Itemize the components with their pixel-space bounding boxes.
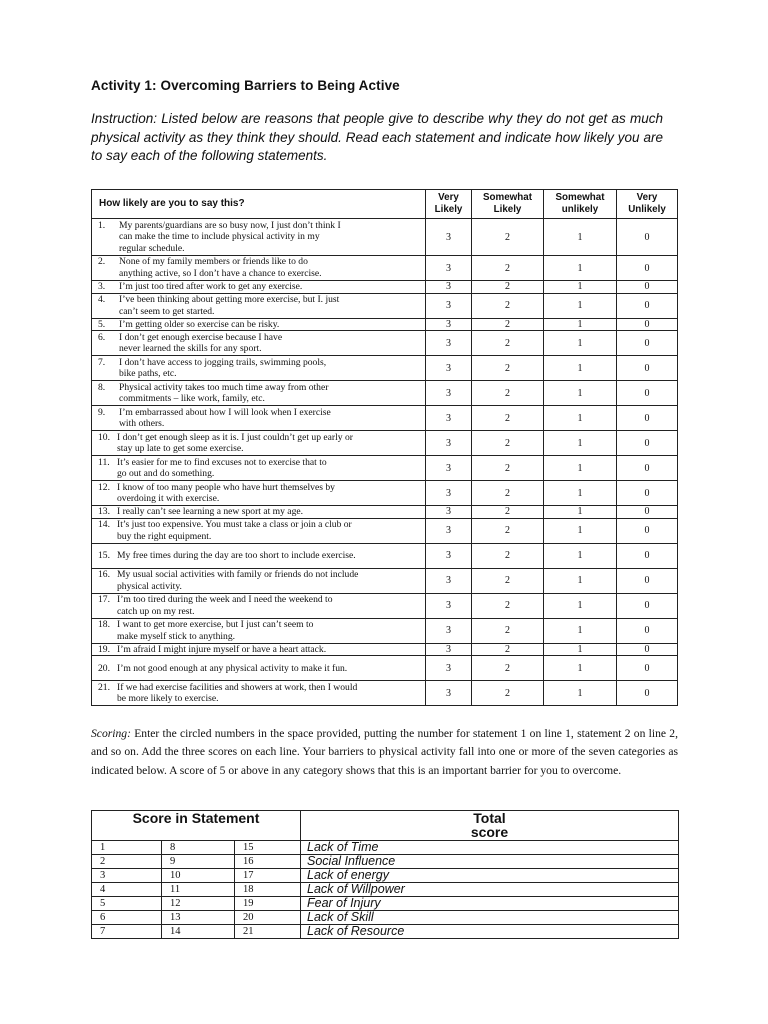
rating-very-likely[interactable]: 3: [426, 293, 472, 318]
rating-very-likely[interactable]: 3: [426, 618, 472, 643]
statement-text: I don’t get enough exercise because I have never learned the skills for any sport.: [119, 331, 283, 355]
statement-line-number[interactable]: 18: [235, 883, 301, 897]
rating-very-unlikely[interactable]: 0: [617, 618, 678, 643]
statement-line-number[interactable]: 8: [162, 841, 235, 855]
statements-header-row: [92, 190, 678, 219]
rating-very-likely[interactable]: 3: [426, 543, 472, 568]
rating-somewhat-unlikely[interactable]: 1: [544, 356, 617, 381]
rating-somewhat-unlikely[interactable]: 1: [544, 431, 617, 456]
rating-very-unlikely[interactable]: 0: [617, 568, 678, 593]
statement-line-number[interactable]: 3: [92, 869, 162, 883]
rating-somewhat-unlikely[interactable]: 1: [544, 406, 617, 431]
statement-row: [92, 568, 678, 593]
rating-somewhat-likely[interactable]: 2: [472, 281, 544, 294]
rating-somewhat-likely[interactable]: 2: [472, 506, 544, 519]
statements-table: [91, 189, 678, 706]
statement-cell: [92, 481, 426, 506]
scoring-lead: Scoring:: [91, 727, 131, 740]
page-title: Activity 1: Overcoming Barriers to Being Active: [91, 78, 400, 93]
rating-somewhat-unlikely[interactable]: 1: [544, 506, 617, 519]
statement-row: [92, 318, 678, 331]
rating-somewhat-unlikely[interactable]: 1: [544, 518, 617, 543]
statement-row: [92, 381, 678, 406]
rating-very-likely[interactable]: 3: [426, 381, 472, 406]
statement-text: My parents/guardians are so busy now, I just don’t think I can make the time to include physical activity in my regular schedule.: [119, 219, 341, 254]
statement-number: 10.: [98, 431, 110, 443]
statement-row: [92, 681, 678, 706]
score-in-statement-header: Score in Statement: [92, 811, 301, 841]
statement-cell: [92, 518, 426, 543]
score-row: [92, 855, 679, 869]
statement-number: 2.: [98, 256, 106, 268]
statement-number: 14.: [98, 519, 110, 531]
rating-very-unlikely[interactable]: 0: [617, 543, 678, 568]
rating-somewhat-unlikely[interactable]: 1: [544, 656, 617, 681]
instruction-text: Instruction: Listed below are reasons that people give to describe why they do not get as much physical activity as they think they should. Read each statement and indicate how likely you are to say each of the following statements.: [91, 111, 663, 163]
statement-number: 15.: [98, 549, 110, 561]
rating-very-likely[interactable]: 3: [426, 219, 472, 256]
statement-number: 20.: [98, 662, 110, 674]
statement-row: [92, 618, 678, 643]
statement-row: [92, 518, 678, 543]
rating-very-likely[interactable]: 3: [426, 506, 472, 519]
barrier-category: Lack of Resource: [301, 925, 679, 939]
rating-very-unlikely[interactable]: 0: [617, 256, 678, 281]
rating-very-unlikely[interactable]: 0: [617, 656, 678, 681]
statement-cell: [92, 456, 426, 481]
rating-very-unlikely[interactable]: 0: [617, 481, 678, 506]
rating-somewhat-likely[interactable]: 2: [472, 219, 544, 256]
barrier-category: Lack of Time: [301, 841, 679, 855]
statement-text: I really can’t see learning a new sport at my age.: [117, 506, 304, 518]
statement-cell: [92, 656, 426, 681]
rating-somewhat-unlikely[interactable]: 1: [544, 381, 617, 406]
rating-somewhat-likely[interactable]: 2: [472, 256, 544, 281]
barrier-category: Fear of Injury: [301, 897, 679, 911]
statement-line-number[interactable]: 4: [92, 883, 162, 897]
statement-cell: [92, 318, 426, 331]
rating-somewhat-likely[interactable]: 2: [472, 618, 544, 643]
rating-somewhat-unlikely[interactable]: 1: [544, 293, 617, 318]
col-header-very-unlikely: [617, 190, 678, 219]
rating-very-unlikely[interactable]: 0: [617, 431, 678, 456]
statement-cell: [92, 381, 426, 406]
rating-somewhat-unlikely[interactable]: 1: [544, 593, 617, 618]
statement-row: [92, 406, 678, 431]
rating-somewhat-unlikely[interactable]: 1: [544, 281, 617, 294]
statement-text: I’m afraid I might injure myself or have a heart attack.: [117, 643, 327, 655]
col-header-label: Somewhat unlikely: [555, 192, 605, 215]
col-header-somewhat-likely: [472, 190, 544, 219]
barrier-category: Lack of Willpower: [301, 883, 679, 897]
statement-cell: [92, 256, 426, 281]
statement-text: I’ve been thinking about getting more exercise, but I. just can’t seem to get started.: [119, 294, 340, 317]
statement-text: My usual social activities with family or friends do not include physical activity.: [117, 569, 359, 592]
statement-number: 17.: [98, 594, 110, 606]
rating-somewhat-likely[interactable]: 2: [472, 568, 544, 593]
statement-cell: [92, 618, 426, 643]
rating-somewhat-likely[interactable]: 2: [472, 456, 544, 481]
rating-very-unlikely[interactable]: 0: [617, 318, 678, 331]
statement-cell: [92, 643, 426, 656]
rating-somewhat-unlikely[interactable]: 1: [544, 456, 617, 481]
rating-somewhat-unlikely[interactable]: 1: [544, 681, 617, 706]
total-score-header: [301, 811, 679, 841]
col-header-somewhat-unlikely: [544, 190, 617, 219]
statement-row: [92, 543, 678, 568]
statement-text: It’s easier for me to find excuses not to exercise that to go out and do something.: [117, 456, 327, 480]
rating-somewhat-likely[interactable]: 2: [472, 656, 544, 681]
rating-somewhat-likely[interactable]: 2: [472, 431, 544, 456]
statement-number: 16.: [98, 569, 110, 581]
statement-row: [92, 219, 678, 256]
score-row: [92, 925, 679, 939]
statement-line-number[interactable]: 15: [235, 841, 301, 855]
score-row: [92, 883, 679, 897]
statement-text: I’m just too tired after work to get any exercise.: [119, 281, 303, 292]
statement-line-number[interactable]: 19: [235, 897, 301, 911]
rating-somewhat-unlikely[interactable]: 1: [544, 618, 617, 643]
statement-row: [92, 356, 678, 381]
statement-line-number[interactable]: 16: [235, 855, 301, 869]
statement-line-number[interactable]: 12: [162, 897, 235, 911]
statement-row: [92, 331, 678, 356]
statement-cell: [92, 506, 426, 519]
rating-very-likely[interactable]: 3: [426, 643, 472, 656]
statement-text: I know of too many people who have hurt themselves by overdoing it with exercise.: [117, 481, 335, 505]
rating-very-unlikely[interactable]: 0: [617, 681, 678, 706]
rating-very-likely[interactable]: 3: [426, 656, 472, 681]
rating-somewhat-likely[interactable]: 2: [472, 406, 544, 431]
barrier-category: Lack of energy: [301, 869, 679, 883]
statement-text: I’m not good enough at any physical activity to make it fun.: [117, 662, 348, 674]
statement-row: [92, 293, 678, 318]
statement-line-number[interactable]: 5: [92, 897, 162, 911]
scoring-text: Enter the circled numbers in the space provided, putting the number for statement 1 on line 1, statement 2 on line 2, and so on. Add the three scores on each line. Your barriers to physical activity fall into one or more of the seven categories as indicated below. A score of 5 or above in any category shows that this is an important barrier for you to overcome.: [91, 727, 678, 777]
statement-number: 8.: [98, 381, 106, 393]
statement-number: 3.: [98, 281, 106, 292]
score-row: [92, 897, 679, 911]
col-header-label: Very Likely: [434, 192, 463, 215]
rating-very-unlikely[interactable]: 0: [617, 281, 678, 294]
rating-very-likely[interactable]: 3: [426, 281, 472, 294]
statement-line-number[interactable]: 17: [235, 869, 301, 883]
statement-text: I want to get more exercise, but I just can’t seem to make myself stick to anything.: [117, 619, 314, 642]
statement-number: 1.: [98, 219, 106, 231]
barrier-category: Social Influence: [301, 855, 679, 869]
statement-line-number[interactable]: 7: [92, 925, 162, 939]
rating-very-unlikely[interactable]: 0: [617, 293, 678, 318]
rating-very-unlikely[interactable]: 0: [617, 356, 678, 381]
rating-somewhat-likely[interactable]: 2: [472, 318, 544, 331]
statement-number: 6.: [98, 331, 106, 343]
rating-very-unlikely[interactable]: 0: [617, 593, 678, 618]
statement-number: 19.: [98, 643, 110, 655]
rating-very-likely[interactable]: 3: [426, 568, 472, 593]
statement-text: If we had exercise facilities and showers at work, then I would be more likely to exercise.: [117, 681, 358, 705]
statement-number: 4.: [98, 294, 106, 305]
statement-row: [92, 593, 678, 618]
statement-cell: [92, 593, 426, 618]
rating-very-unlikely[interactable]: 0: [617, 406, 678, 431]
score-row: [92, 911, 679, 925]
rating-somewhat-likely[interactable]: 2: [472, 681, 544, 706]
rating-very-unlikely[interactable]: 0: [617, 518, 678, 543]
rating-somewhat-unlikely[interactable]: 1: [544, 256, 617, 281]
statement-row: [92, 431, 678, 456]
statement-line-number[interactable]: 14: [162, 925, 235, 939]
statement-text: I’m too tired during the week and I need the weekend to catch up on my rest.: [117, 594, 333, 617]
statement-line-number[interactable]: 11: [162, 883, 235, 897]
statement-line-number[interactable]: 1: [92, 841, 162, 855]
statement-text: I don’t have access to jogging trails, swimming pools, bike paths, etc.: [119, 356, 327, 380]
statement-row: [92, 256, 678, 281]
statement-line-number[interactable]: 21: [235, 925, 301, 939]
col-header-very-likely: [426, 190, 472, 219]
statement-cell: [92, 543, 426, 568]
score-table: [91, 810, 679, 939]
score-row: [92, 869, 679, 883]
rating-very-likely[interactable]: 3: [426, 356, 472, 381]
rating-somewhat-unlikely[interactable]: 1: [544, 568, 617, 593]
col-header-label: Very Unlikely: [628, 192, 666, 215]
rating-very-likely[interactable]: 3: [426, 318, 472, 331]
rating-very-likely[interactable]: 3: [426, 331, 472, 356]
rating-somewhat-likely[interactable]: 2: [472, 643, 544, 656]
statement-text: Physical activity takes too much time away from other commitments – like work, family, etc.: [119, 381, 329, 405]
statement-number: 11.: [98, 456, 110, 468]
rating-somewhat-unlikely[interactable]: 1: [544, 331, 617, 356]
rating-very-unlikely[interactable]: 0: [617, 219, 678, 256]
statement-row: [92, 656, 678, 681]
statement-cell: [92, 219, 426, 256]
statement-line-number[interactable]: 2: [92, 855, 162, 869]
statement-cell: [92, 431, 426, 456]
statement-text: I’m embarrassed about how I will look when I exercise with others.: [119, 406, 331, 430]
rating-somewhat-unlikely[interactable]: 1: [544, 481, 617, 506]
statement-cell: [92, 293, 426, 318]
score-row: [92, 841, 679, 855]
rating-very-unlikely[interactable]: 0: [617, 381, 678, 406]
statement-text: I’m getting older so exercise can be risky.: [119, 318, 280, 330]
statement-line-number[interactable]: 13: [162, 911, 235, 925]
statement-number: 7.: [98, 356, 106, 368]
rating-very-unlikely[interactable]: 0: [617, 506, 678, 519]
barrier-category: Lack of Skill: [301, 911, 679, 925]
statement-text: I don’t get enough sleep as it is. I just couldn’t get up early or stay up late to get some exercise.: [117, 431, 353, 455]
statement-row: [92, 281, 678, 294]
statement-row: [92, 456, 678, 481]
statement-cell: [92, 281, 426, 294]
statement-text: It’s just too expensive. You must take a class or join a club or buy the right equipment.: [117, 519, 352, 542]
statement-number: 21.: [98, 681, 110, 693]
rating-very-likely[interactable]: 3: [426, 406, 472, 431]
rating-somewhat-likely[interactable]: 2: [472, 543, 544, 568]
rating-somewhat-likely[interactable]: 2: [472, 293, 544, 318]
rating-somewhat-unlikely[interactable]: 1: [544, 318, 617, 331]
rating-very-unlikely[interactable]: 0: [617, 643, 678, 656]
statement-number: 5.: [98, 318, 106, 330]
statement-cell: [92, 356, 426, 381]
rating-very-unlikely[interactable]: 0: [617, 456, 678, 481]
statement-number: 12.: [98, 481, 110, 493]
statement-number: 9.: [98, 406, 106, 418]
statement-row: [92, 643, 678, 656]
score-header-row: [92, 811, 679, 841]
col-header-label: Somewhat Likely: [483, 192, 532, 215]
statement-line-number[interactable]: 9: [162, 855, 235, 869]
rating-very-likely[interactable]: 3: [426, 518, 472, 543]
rating-somewhat-unlikely[interactable]: 1: [544, 643, 617, 656]
rating-very-likely[interactable]: 3: [426, 593, 472, 618]
rating-very-likely[interactable]: 3: [426, 481, 472, 506]
statement-cell: [92, 568, 426, 593]
rating-very-unlikely[interactable]: 0: [617, 331, 678, 356]
statement-line-number[interactable]: 6: [92, 911, 162, 925]
statement-line-number[interactable]: 10: [162, 869, 235, 883]
rating-somewhat-likely[interactable]: 2: [472, 381, 544, 406]
rating-somewhat-unlikely[interactable]: 1: [544, 219, 617, 256]
statement-text: My free times during the day are too short to include exercise.: [117, 549, 356, 561]
rating-very-likely[interactable]: 3: [426, 256, 472, 281]
statement-cell: [92, 406, 426, 431]
statement-line-number[interactable]: 20: [235, 911, 301, 925]
rating-somewhat-likely[interactable]: 2: [472, 481, 544, 506]
rating-somewhat-likely[interactable]: 2: [472, 331, 544, 356]
statement-row: [92, 481, 678, 506]
rating-somewhat-likely[interactable]: 2: [472, 518, 544, 543]
rating-somewhat-likely[interactable]: 2: [472, 593, 544, 618]
rating-somewhat-unlikely[interactable]: 1: [544, 543, 617, 568]
rating-somewhat-likely[interactable]: 2: [472, 356, 544, 381]
rating-very-likely[interactable]: 3: [426, 431, 472, 456]
rating-very-likely[interactable]: 3: [426, 456, 472, 481]
statement-cell: [92, 681, 426, 706]
statement-row: [92, 506, 678, 519]
statement-cell: [92, 331, 426, 356]
rating-very-likely[interactable]: 3: [426, 681, 472, 706]
total-score-label: Total score: [470, 810, 509, 840]
statement-text: None of my family members or friends like to do anything active, so I don’t have a chance to exercise.: [119, 256, 322, 279]
scoring-instructions: [91, 725, 678, 780]
question-header: How likely are you to say this?: [92, 190, 426, 219]
statement-number: 13.: [98, 506, 110, 518]
statement-number: 18.: [98, 619, 110, 631]
